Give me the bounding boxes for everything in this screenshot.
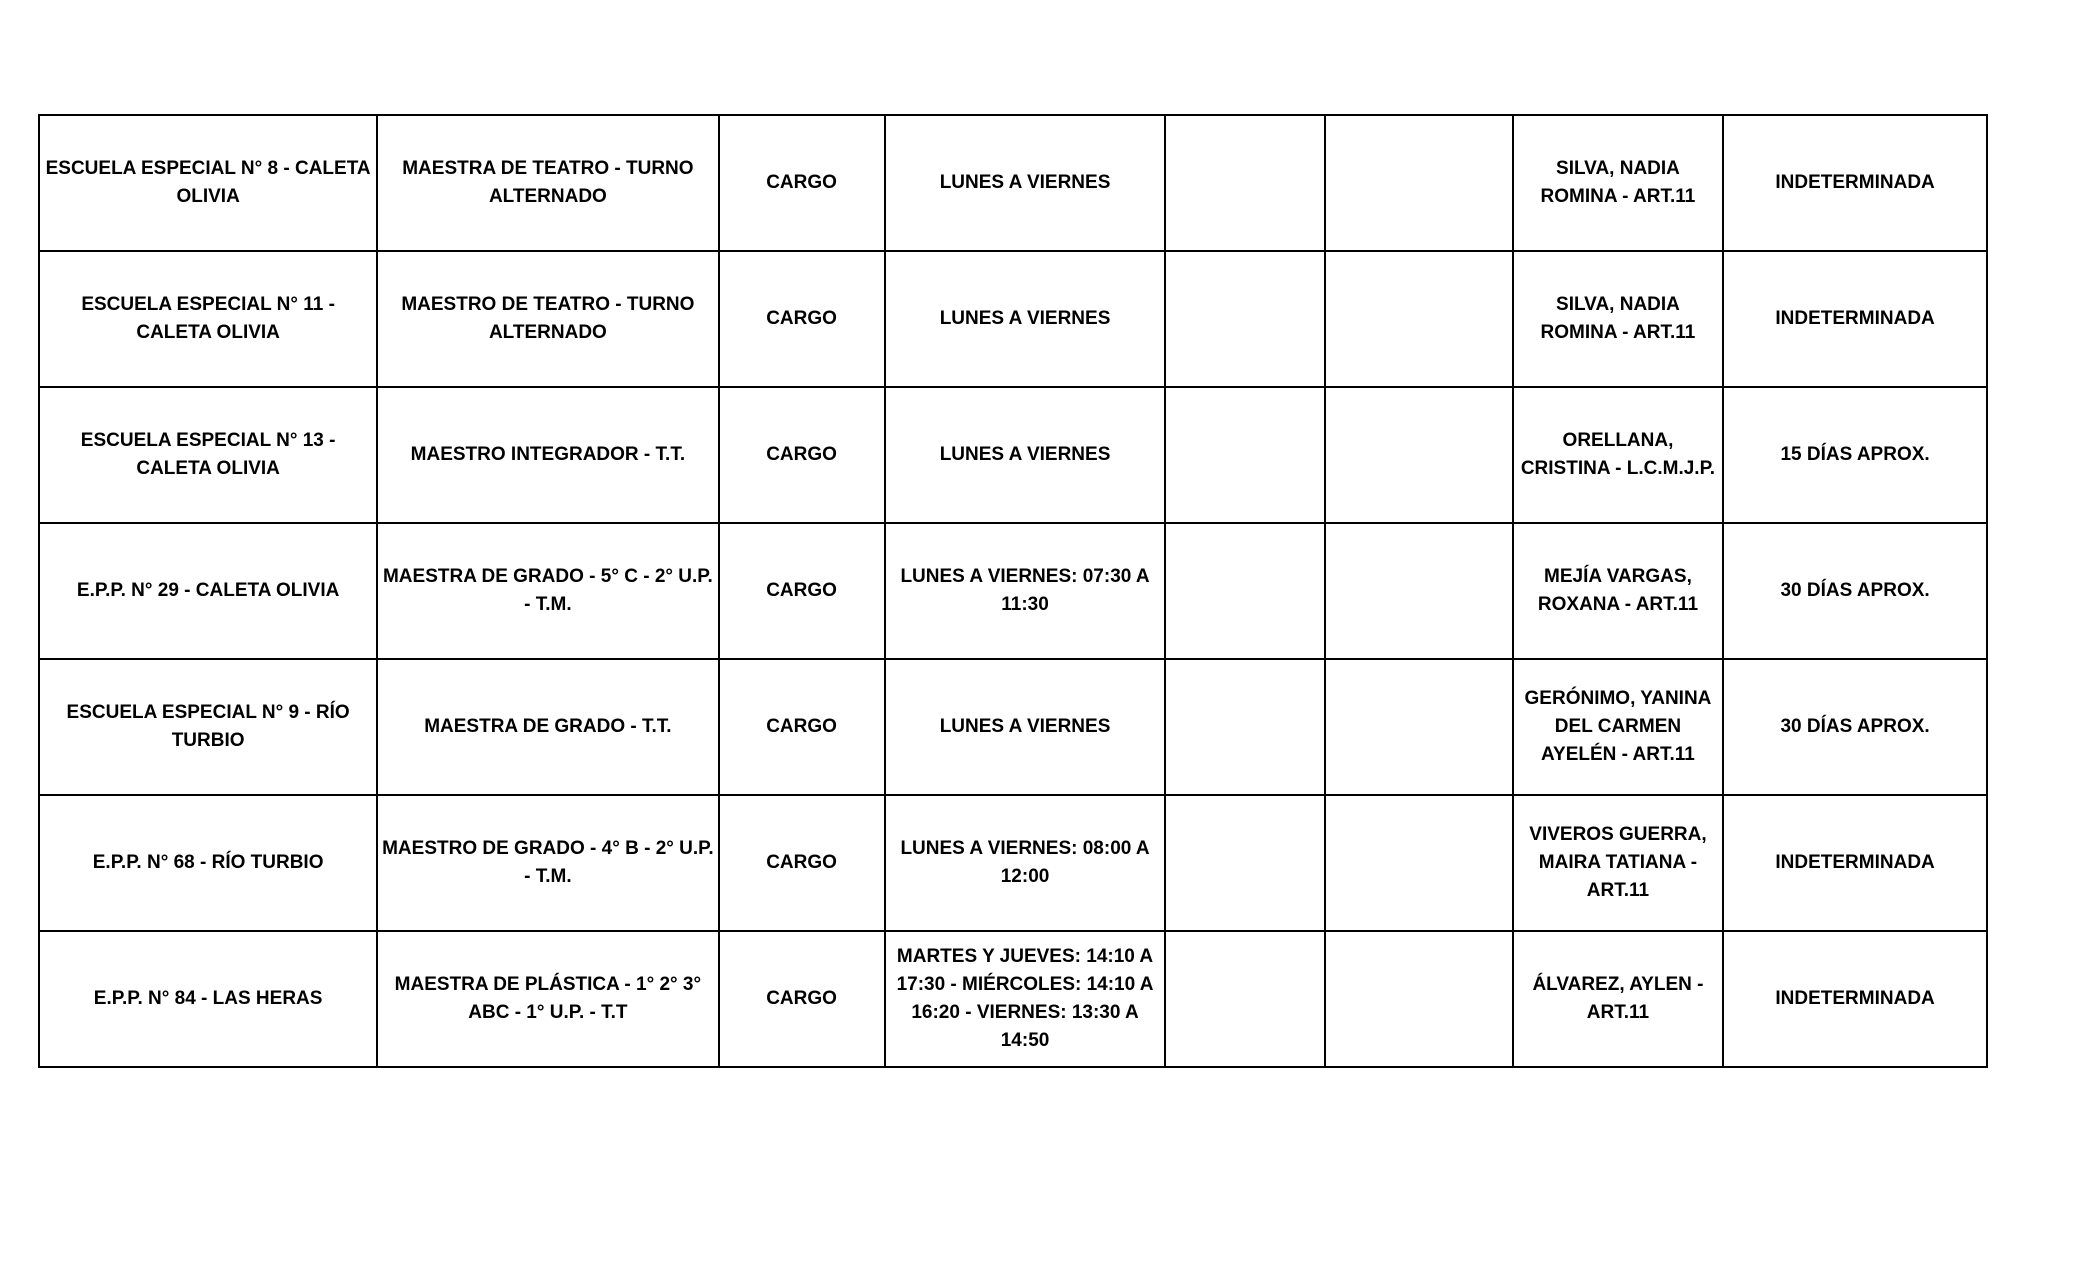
cell-empty-2 — [1325, 387, 1513, 523]
cell-cargo-detalle: MAESTRO DE GRADO - 4° B - 2° U.P. - T.M. — [377, 795, 718, 931]
cell-duracion: 15 DÍAS APROX. — [1723, 387, 1987, 523]
cell-empty-2 — [1325, 795, 1513, 931]
cell-empty-1 — [1165, 659, 1324, 795]
cell-docente: ÁLVAREZ, AYLEN - ART.11 — [1513, 931, 1723, 1067]
cell-duracion: INDETERMINADA — [1723, 115, 1987, 251]
table-row — [39, 115, 1987, 251]
cell-cargo-detalle: MAESTRA DE PLÁSTICA - 1° 2° 3° ABC - 1° U.P. - T.T — [377, 931, 718, 1067]
cell-empty-2 — [1325, 251, 1513, 387]
cell-horario: MARTES Y JUEVES: 14:10 A 17:30 - MIÉRCOLES: 14:10 A 16:20 - VIERNES: 13:30 A 14:50 — [885, 931, 1166, 1067]
table-row — [39, 931, 1987, 1067]
cell-tipo: CARGO — [719, 659, 885, 795]
cell-docente: ORELLANA, CRISTINA - L.C.M.J.P. — [1513, 387, 1723, 523]
cell-horario: LUNES A VIERNES: 07:30 A 11:30 — [885, 523, 1166, 659]
cell-tipo: CARGO — [719, 931, 885, 1067]
cell-empty-1 — [1165, 795, 1324, 931]
cell-cargo-detalle: MAESTRA DE GRADO - 5° C - 2° U.P. - T.M. — [377, 523, 718, 659]
cell-tipo: CARGO — [719, 251, 885, 387]
cell-tipo: CARGO — [719, 523, 885, 659]
cell-empty-1 — [1165, 523, 1324, 659]
cell-escuela: ESCUELA ESPECIAL N° 13 - CALETA OLIVIA — [39, 387, 377, 523]
cell-cargo-detalle: MAESTRA DE TEATRO - TURNO ALTERNADO — [377, 115, 718, 251]
cell-duracion: 30 DÍAS APROX. — [1723, 523, 1987, 659]
cell-duracion: INDETERMINADA — [1723, 931, 1987, 1067]
cell-duracion: INDETERMINADA — [1723, 795, 1987, 931]
cell-cargo-detalle: MAESTRO DE TEATRO - TURNO ALTERNADO — [377, 251, 718, 387]
table-row — [39, 523, 1987, 659]
cell-empty-2 — [1325, 115, 1513, 251]
cell-cargo-detalle: MAESTRO INTEGRADOR - T.T. — [377, 387, 718, 523]
cell-empty-2 — [1325, 659, 1513, 795]
cell-empty-1 — [1165, 931, 1324, 1067]
cell-tipo: CARGO — [719, 795, 885, 931]
cell-docente: VIVEROS GUERRA, MAIRA TATIANA - ART.11 — [1513, 795, 1723, 931]
cell-escuela: ESCUELA ESPECIAL N° 8 - CALETA OLIVIA — [39, 115, 377, 251]
cell-horario: LUNES A VIERNES: 08:00 A 12:00 — [885, 795, 1166, 931]
cell-docente: GERÓNIMO, YANINA DEL CARMEN AYELÉN - ART.11 — [1513, 659, 1723, 795]
cell-escuela: E.P.P. N° 68 - RÍO TURBIO — [39, 795, 377, 931]
cell-escuela: E.P.P. N° 84 - LAS HERAS — [39, 931, 377, 1067]
cell-empty-2 — [1325, 523, 1513, 659]
table-row — [39, 659, 1987, 795]
cell-empty-1 — [1165, 115, 1324, 251]
cell-escuela: E.P.P. N° 29 - CALETA OLIVIA — [39, 523, 377, 659]
cell-docente: SILVA, NADIA ROMINA - ART.11 — [1513, 115, 1723, 251]
cell-docente: SILVA, NADIA ROMINA - ART.11 — [1513, 251, 1723, 387]
cell-tipo: CARGO — [719, 387, 885, 523]
cell-empty-1 — [1165, 251, 1324, 387]
cell-escuela: ESCUELA ESPECIAL N° 9 - RÍO TURBIO — [39, 659, 377, 795]
cell-horario: LUNES A VIERNES — [885, 387, 1166, 523]
cell-horario: LUNES A VIERNES — [885, 115, 1166, 251]
table-row — [39, 387, 1987, 523]
cell-escuela: ESCUELA ESPECIAL N° 11 - CALETA OLIVIA — [39, 251, 377, 387]
vacancy-table — [38, 114, 1988, 1068]
cell-docente: MEJÍA VARGAS, ROXANA - ART.11 — [1513, 523, 1723, 659]
cell-duracion: 30 DÍAS APROX. — [1723, 659, 1987, 795]
cell-cargo-detalle: MAESTRA DE GRADO - T.T. — [377, 659, 718, 795]
cell-empty-1 — [1165, 387, 1324, 523]
table-row — [39, 251, 1987, 387]
table-body — [39, 115, 1987, 1067]
table-row — [39, 795, 1987, 931]
cell-duracion: INDETERMINADA — [1723, 251, 1987, 387]
cell-horario: LUNES A VIERNES — [885, 251, 1166, 387]
cell-horario: LUNES A VIERNES — [885, 659, 1166, 795]
cell-tipo: CARGO — [719, 115, 885, 251]
cell-empty-2 — [1325, 931, 1513, 1067]
